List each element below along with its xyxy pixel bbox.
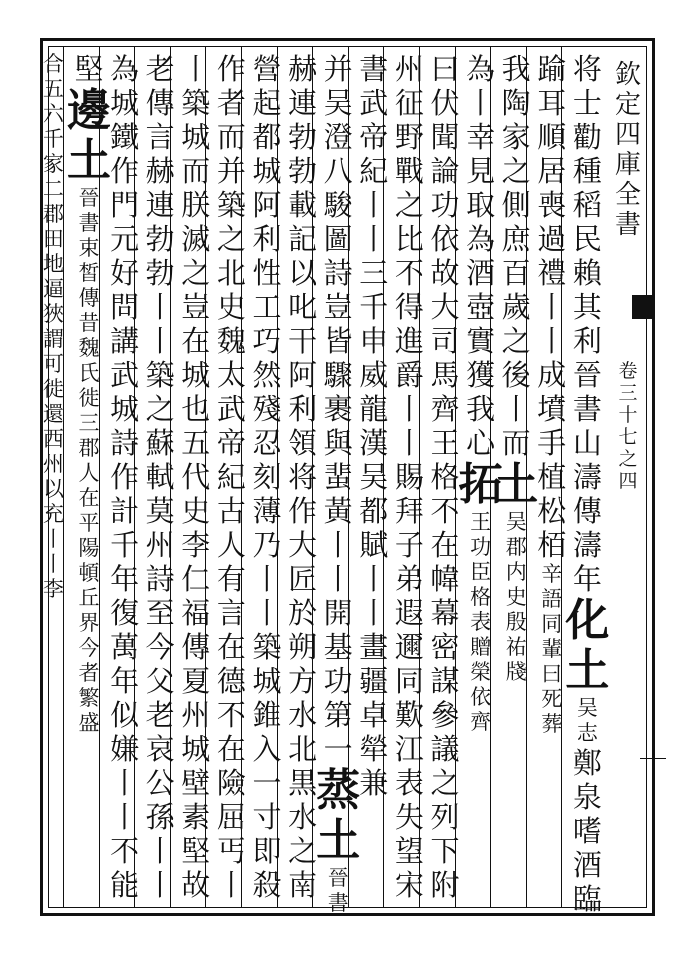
headword: 拓 <box>458 459 503 510</box>
body-text: 堅 <box>74 52 104 86</box>
margin-char: 全 <box>614 180 641 210</box>
body-text: 書 武 帝 紀 丨 丨 三 千 申 威 龍 漢 吴 都 賦 丨 丨 畫 疆 卓 犖 兼 <box>359 52 389 800</box>
body-text: 曰 伏 聞 論 功 依 故 大 司 馬 齊 王 格 不 在 幃 幕 密 謀 參 議 之 列 下 附 <box>430 52 460 902</box>
body-text: 我 陶 家 之 側 庶 百 歲 之 後 丨 而 <box>501 52 531 460</box>
annotation-text: 吴 志 <box>576 696 598 745</box>
annotation-text: 王 功 臣 格 表 贈 榮 依 齊 <box>470 510 492 734</box>
margin-header <box>608 60 648 492</box>
body-text: 營 起 都 城 阿 利 性 工 巧 然 殘 忍 刻 薄 乃 丨 丨 築 城 錐 入 一 寸 即 殺 <box>252 52 282 902</box>
margin-char: 四 <box>614 120 641 150</box>
body-text: 州 征 野 戰 之 比 不 得 進 爵 丨 丨 賜 拜 子 弟 遐 邇 同 歎 江 表 失 望 宋 <box>394 52 424 902</box>
margin-char: 七 <box>618 426 638 448</box>
body-text: 丨 築 城 而 朕 滅 之 豈 在 城 也 五 代 史 李 仁 福 傳 夏 州 城 壁 素 堅 故 <box>181 52 211 902</box>
headword: 土 <box>494 459 539 510</box>
margin-char: 之 <box>618 448 638 470</box>
headword: 蒸 土 <box>316 765 361 866</box>
volume-label <box>608 360 648 492</box>
margin-char: 欽 <box>614 60 641 90</box>
body-text: 踰 耳 順 居 喪 過 禮 丨 丨 成 墳 手 植 松 栢 <box>537 52 567 562</box>
margin-char: 庫 <box>614 150 641 180</box>
text-column <box>28 52 78 602</box>
body-text: 鄭 泉 嗜 酒 臨 <box>572 746 602 916</box>
body-text: 并 吴 澄 八 駿 圖 詩 豈 皆 驟 裹 與 蜚 黃 丨 丨 開 基 功 第 一 <box>323 52 353 766</box>
body-text: 為 城 鐵 作 門 元 好 問 講 武 城 詩 作 計 千 年 復 萬 年 似 嫌 丨 丨 不 能 <box>110 52 140 902</box>
annotation-text: 合 五 六 千 家 二 郡 田 地 逼 狹 謂 可 徙 還 西 州 以 充 丨 丨 李 <box>42 52 64 601</box>
headword: 化 土 <box>565 595 610 696</box>
annotation-text: 晉 書 <box>327 866 349 915</box>
margin-char: 卷 <box>618 360 638 382</box>
headword: 邊 土 <box>67 85 111 186</box>
margin-char: 四 <box>618 470 638 492</box>
annotation-text: 吴 郡 内 史 殷 祐 牋 <box>505 510 527 684</box>
margin-tick <box>640 758 666 759</box>
margin-char: 十 <box>618 404 638 426</box>
margin-char: 書 <box>614 210 641 240</box>
body-text: 老 傳 言 赫 連 勃 勃 丨 丨 築 之 蘇 軾 莫 州 詩 至 今 父 老 哀 公 孫 丨 丨 <box>145 52 175 902</box>
body-text: 為 丨 幸 見 取 為 酒 壺 實 獲 我 心 <box>466 52 496 460</box>
annotation-text: 辛 語 同 輩 曰 死 葬 <box>541 562 563 736</box>
body-text: 将 士 勸 種 稻 民 賴 其 利 晉 書 山 濤 傳 濤 年 <box>572 52 602 596</box>
margin-char: 三 <box>618 382 638 404</box>
body-text: 作 者 而 并 築 之 北 史 魏 太 武 帝 紀 古 人 有 言 在 德 不 在 險 屈 丐 丨 <box>216 52 246 902</box>
margin-char: 定 <box>614 90 641 120</box>
annotation-text: 晉 書 束 皙 傳 昔 魏 氏 徙 三 郡 人 在 平 陽 頓 丘 界 今 者 繁 盛 <box>78 186 100 735</box>
body-text: 赫 連 勃 勃 載 記 以 叱 干 阿 利 領 将 作 大 匠 於 朔 方 水 北 黒 水 之 南 <box>288 52 318 902</box>
book-title <box>608 60 648 240</box>
